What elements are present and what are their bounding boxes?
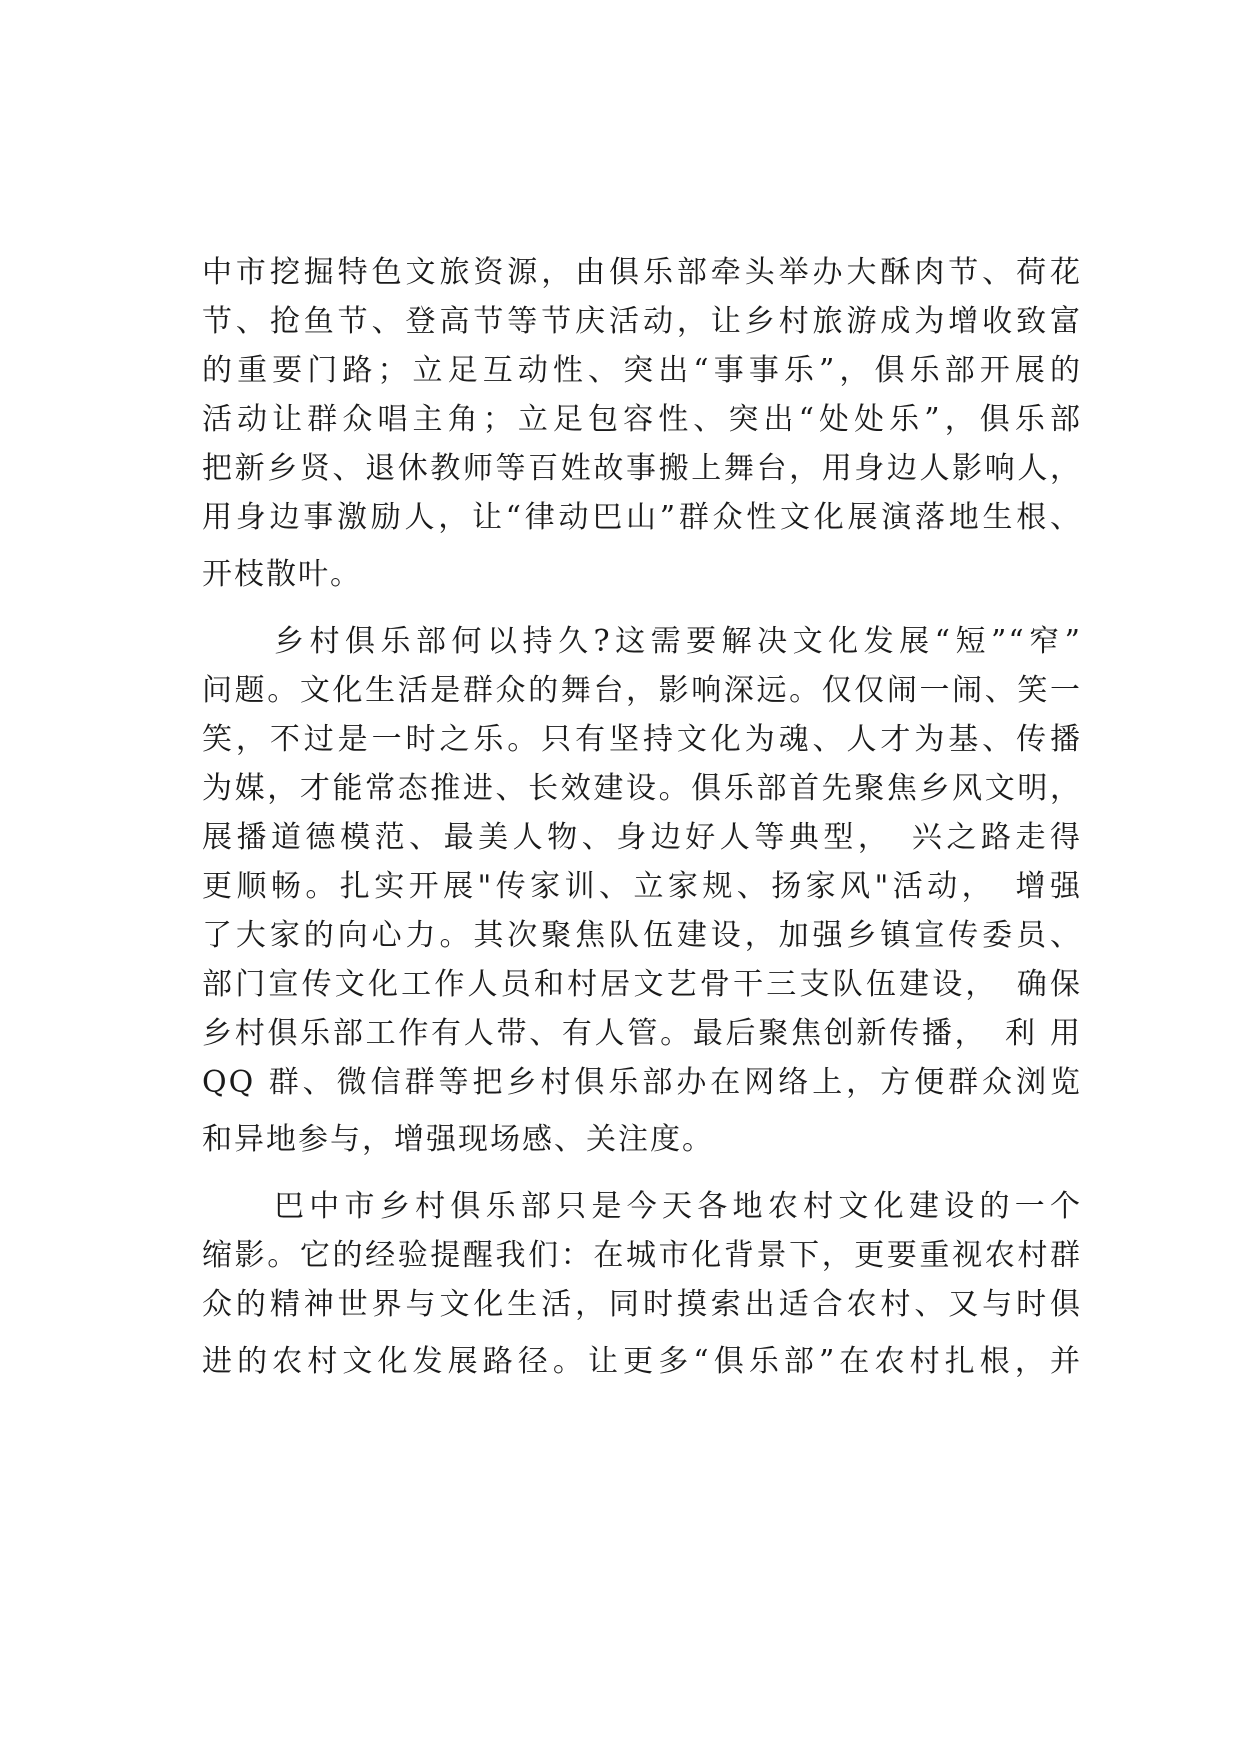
text-line: 乡村俱乐部工作有人带、有人管。最后聚焦创新传播， 利 用	[202, 1016, 1082, 1051]
body-text	[202, 248, 1082, 1386]
text-line: 把新乡贤、退休教师等百姓故事搬上舞台，用身边人影响人，	[202, 451, 1082, 486]
text-line: 笑，不过是一时之乐。只有坚持文化为魂、人才为基、传播	[202, 722, 1082, 757]
text-line: QQ 群、微信群等把乡村俱乐部办在网络上，方便群众浏览	[202, 1065, 1082, 1100]
text-line: 了大家的向心力。其次聚焦队伍建设，加强乡镇宣传委员、	[202, 918, 1082, 953]
text-line: 进的农村文化发展路径。让更多“俱乐部”在农村扎根，并	[202, 1344, 1082, 1379]
text-line: 乡村俱乐部何以持久?这需要解决文化发展“短”“窄”	[274, 624, 1082, 659]
text-line: 展播道德模范、最美人物、身边好人等典型， 兴之路走得	[202, 820, 1082, 855]
paragraph-2	[202, 617, 1082, 1164]
text-line: 中市挖掘特色文旅资源，由俱乐部牵头举办大酥肉节、荷花	[202, 255, 1082, 290]
text-line: 开枝散叶。	[202, 557, 362, 592]
text-line: 用身边事激励人，让“律动巴山”群众性文化展演落地生根、	[202, 500, 1082, 535]
text-line: 众的精神世界与文化生活，同时摸索出适合农村、又与时俱	[202, 1287, 1082, 1322]
text-line: 巴中市乡村俱乐部只是今天各地农村文化建设的一个	[274, 1189, 1082, 1224]
text-line: 的重要门路；立足互动性、突出“事事乐”，俱乐部开展的	[202, 353, 1082, 388]
text-line: 节、抢鱼节、登高节等节庆活动，让乡村旅游成为增收致富	[202, 304, 1082, 339]
text-line: 活动让群众唱主角；立足包容性、突出“处处乐”，俱乐部	[202, 402, 1082, 437]
paragraph-3	[202, 1182, 1082, 1386]
text-line: 为媒，才能常态推进、长效建设。俱乐部首先聚焦乡风文明，	[202, 771, 1082, 806]
text-line: 问题。文化生活是群众的舞台，影响深远。仅仅闹一闹、笑一	[202, 673, 1082, 708]
text-line: 部门宣传文化工作人员和村居文艺骨干三支队伍建设， 确保	[202, 967, 1082, 1002]
text-line: 和异地参与，增强现场感、关注度。	[202, 1122, 714, 1157]
text-line: 缩影。它的经验提醒我们：在城市化背景下，更要重视农村群	[202, 1238, 1082, 1273]
text-line: 更顺畅。扎实开展"传家训、立家规、扬家风"活动， 增强	[202, 869, 1082, 904]
paragraph-1	[202, 248, 1082, 599]
